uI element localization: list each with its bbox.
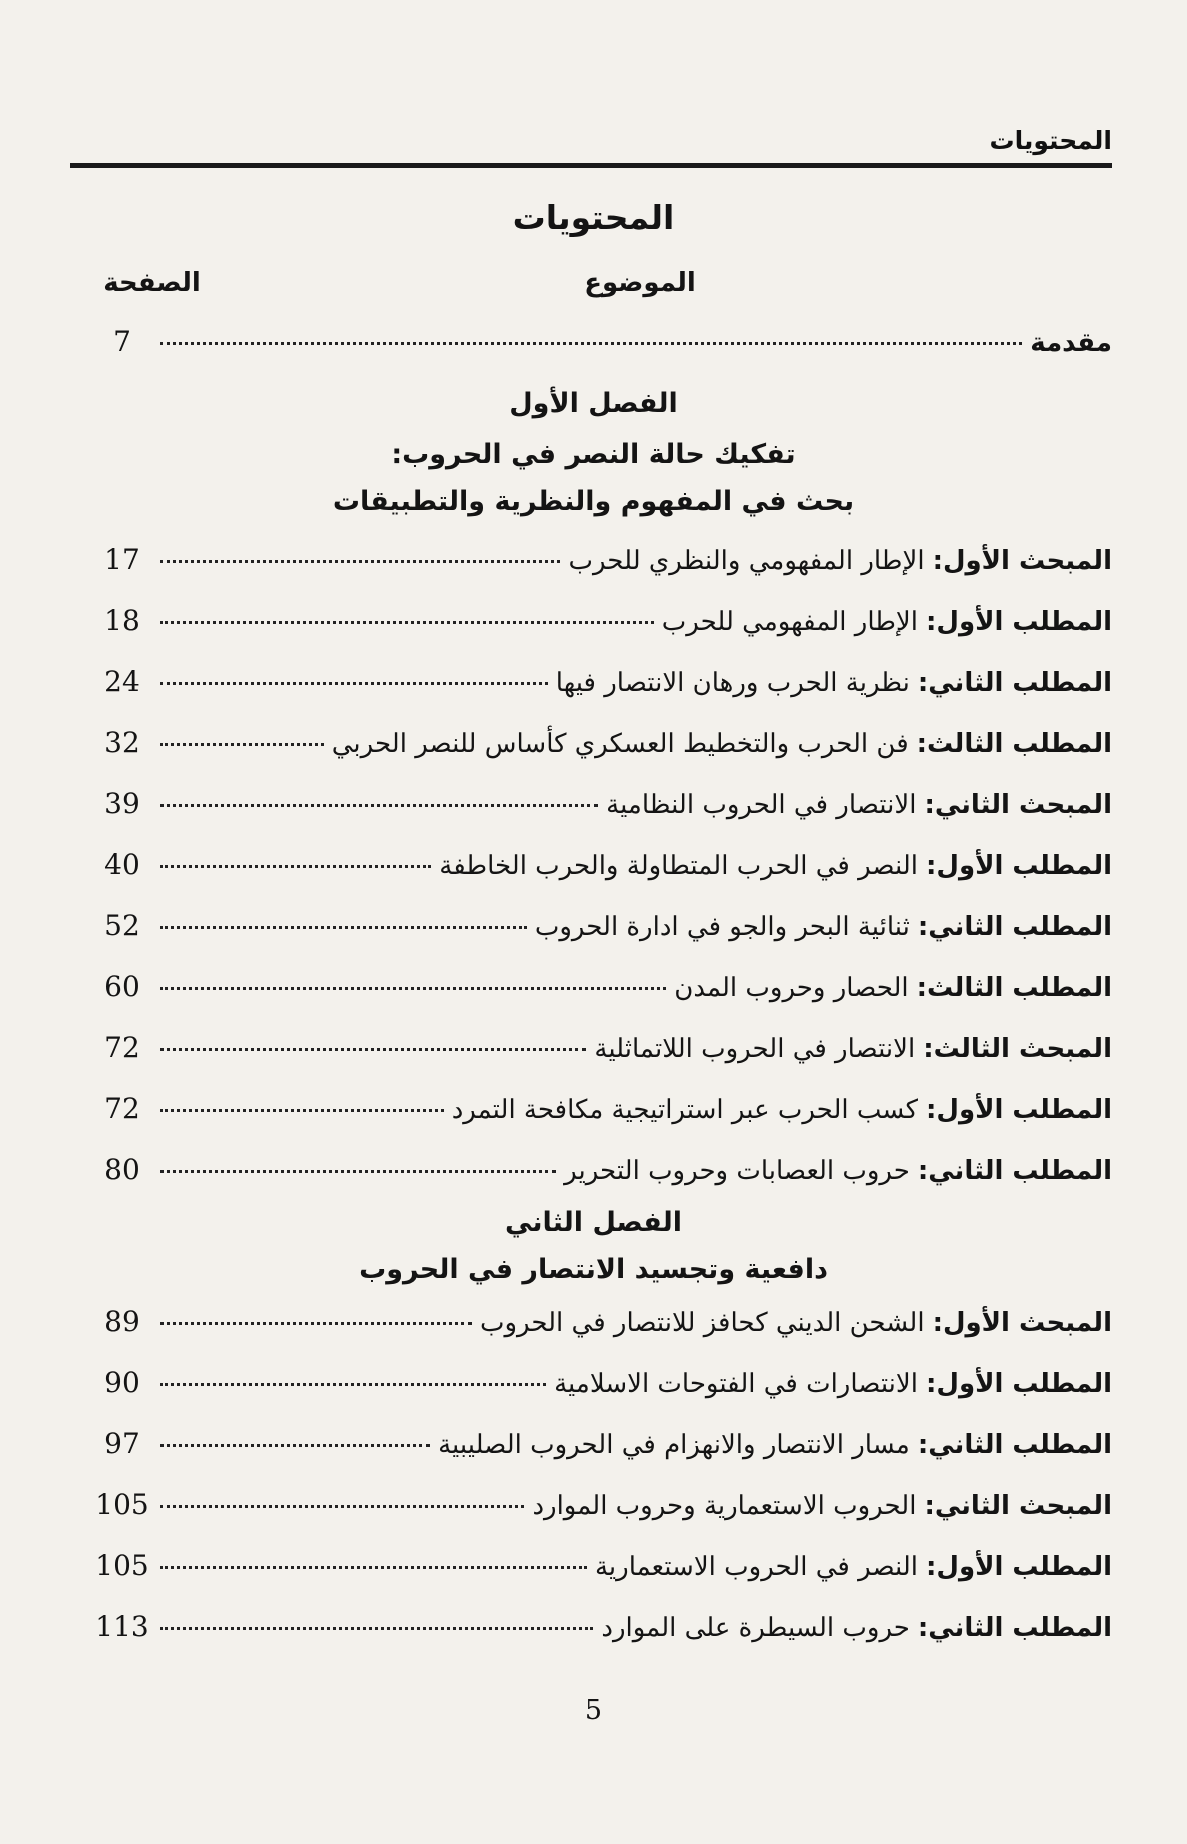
toc-entry-text: مسار الانتصار والانهزام في الحروب الصليبية [438, 1430, 910, 1460]
toc-entry [92, 601, 1112, 641]
toc-entry-label: مقدمة [1030, 328, 1112, 358]
dot-leader [160, 926, 527, 929]
toc-entry [92, 1150, 1112, 1190]
dot-leader [160, 621, 654, 624]
toc-entry-label: المطلب الأول: [925, 851, 1112, 881]
dot-leader [160, 865, 431, 868]
toc-entry-text: الإطار المفهومي والنظري للحرب [568, 546, 925, 576]
toc-entry-label: المبحث الثاني: [924, 790, 1112, 820]
toc-entry-label: المطلب الثاني: [917, 1430, 1112, 1460]
toc-entry-label: المبحث الثالث: [923, 1034, 1112, 1064]
toc-entry-text: الانتصار في الحروب اللاتماثلية [594, 1034, 916, 1064]
toc-entry-page: 72 [104, 1031, 140, 1064]
toc-entry-label: المبحث الأول: [932, 546, 1112, 576]
toc-entry-label: المطلب الثالث: [916, 973, 1112, 1003]
toc-entry-text: الانتصارات في الفتوحات الاسلامية [554, 1369, 918, 1399]
page-title: المحتويات [512, 198, 675, 237]
toc-entry-label: المبحث الأول: [932, 1308, 1112, 1338]
dot-leader [160, 1048, 586, 1051]
toc-entry [92, 906, 1112, 946]
toc-entry-label: المطلب الثاني: [917, 1613, 1112, 1643]
toc-entry [92, 540, 1112, 580]
toc-entry-page: 7 [113, 325, 131, 358]
toc-entry-page: 89 [104, 1305, 140, 1338]
toc-entry-text: الانتصار في الحروب النظامية [606, 790, 917, 820]
toc-entry [92, 1485, 1112, 1525]
toc-entry [92, 1546, 1112, 1586]
dot-leader [160, 1170, 556, 1173]
toc-entry-text: فن الحرب والتخطيط العسكري كأساس للنصر الحربي [331, 729, 909, 759]
toc-entry-page: 39 [104, 787, 140, 820]
toc-entry-label: المطلب الأول: [925, 1369, 1112, 1399]
toc-entry-label: المبحث الثاني: [924, 1491, 1112, 1521]
toc-entry-page: 40 [104, 848, 140, 881]
toc-entry-page: 113 [95, 1610, 149, 1643]
toc-entry-text: ثنائية البحر والجو في ادارة الحروب [534, 912, 910, 942]
dot-leader [160, 987, 666, 990]
toc-entry-page: 32 [104, 726, 140, 759]
toc-entry-label: المطلب الثاني: [917, 668, 1112, 698]
dot-leader [160, 342, 1022, 345]
toc-entry [92, 1363, 1112, 1403]
dot-leader [160, 1627, 593, 1630]
running-head: المحتويات [989, 126, 1112, 155]
toc-entry [92, 1302, 1112, 1342]
toc-entry-page: 97 [104, 1427, 140, 1460]
toc-entry [92, 967, 1112, 1007]
toc-entry-page: 24 [104, 665, 140, 698]
toc-entry-label: المطلب الأول: [925, 1095, 1112, 1125]
toc-entry-page: 60 [104, 970, 140, 1003]
toc-entry-label: المطلب الثاني: [917, 912, 1112, 942]
toc-entry-text: نظرية الحرب ورهان الانتصار فيها [555, 668, 910, 698]
column-header-page: الصفحة [103, 268, 201, 298]
toc-entry-text: الشحن الديني كحافز للانتصار في الحروب [479, 1308, 925, 1338]
toc-entry-text: الإطار المفهومي للحرب [661, 607, 918, 637]
dot-leader [160, 682, 548, 685]
toc-entry-page: 17 [104, 543, 140, 576]
chapter-1-title: الفصل الأول [509, 388, 678, 419]
toc-entry-text: كسب الحرب عبر استراتيجية مكافحة التمرد [451, 1095, 918, 1125]
toc-entry-page: 80 [104, 1153, 140, 1186]
header-rule [70, 163, 1112, 168]
page-number: 5 [584, 1695, 603, 1726]
toc-entry-page: 52 [104, 909, 140, 942]
toc-entry-page: 105 [95, 1488, 149, 1521]
column-header-topic: الموضوع [584, 268, 696, 298]
toc-entry-text: الحصار وحروب المدن [674, 973, 909, 1003]
toc-entry-label: المطلب الأول: [925, 607, 1112, 637]
toc-entry [92, 1424, 1112, 1464]
toc-entry-intro [92, 322, 1112, 362]
toc-entry [92, 845, 1112, 885]
chapter-2-title: الفصل الثاني [505, 1207, 682, 1238]
toc-entry [92, 662, 1112, 702]
dot-leader [160, 743, 324, 746]
toc-entry-page: 105 [95, 1549, 149, 1582]
dot-leader [160, 560, 560, 563]
toc-entry-page: 90 [104, 1366, 140, 1399]
toc-entry [92, 1028, 1112, 1068]
toc-entry [92, 723, 1112, 763]
dot-leader [160, 1566, 587, 1569]
dot-leader [160, 804, 598, 807]
toc-entry-page: 72 [104, 1092, 140, 1125]
toc-entry-text: النصر في الحروب الاستعمارية [594, 1552, 918, 1582]
dot-leader [160, 1505, 524, 1508]
toc-entry-text: الحروب الاستعمارية وحروب الموارد [532, 1491, 917, 1521]
toc-entry-label: المطلب الأول: [925, 1552, 1112, 1582]
toc-entry [92, 1607, 1112, 1647]
toc-entry-label: المطلب الثالث: [916, 729, 1112, 759]
chapter-2-subtitle: دافعية وتجسيد الانتصار في الحروب [359, 1254, 828, 1285]
chapter-1-subtitle-line-1: تفكيك حالة النصر في الحروب: [391, 439, 796, 470]
dot-leader [160, 1444, 430, 1447]
toc-entry-text: النصر في الحرب المتطاولة والحرب الخاطفة [439, 851, 918, 881]
chapter-1-subtitle-line-2: بحث في المفهوم والنظرية والتطبيقات [332, 486, 855, 517]
dot-leader [160, 1322, 472, 1325]
dot-leader [160, 1109, 444, 1112]
toc-entry-page: 18 [104, 604, 140, 637]
toc-entry-text: حروب العصابات وحروب التحرير [564, 1156, 910, 1186]
dot-leader [160, 1383, 546, 1386]
toc-entry [92, 1089, 1112, 1129]
toc-entry-label: المطلب الثاني: [917, 1156, 1112, 1186]
toc-entry-text: حروب السيطرة على الموارد [601, 1613, 910, 1643]
toc-entry [92, 784, 1112, 824]
